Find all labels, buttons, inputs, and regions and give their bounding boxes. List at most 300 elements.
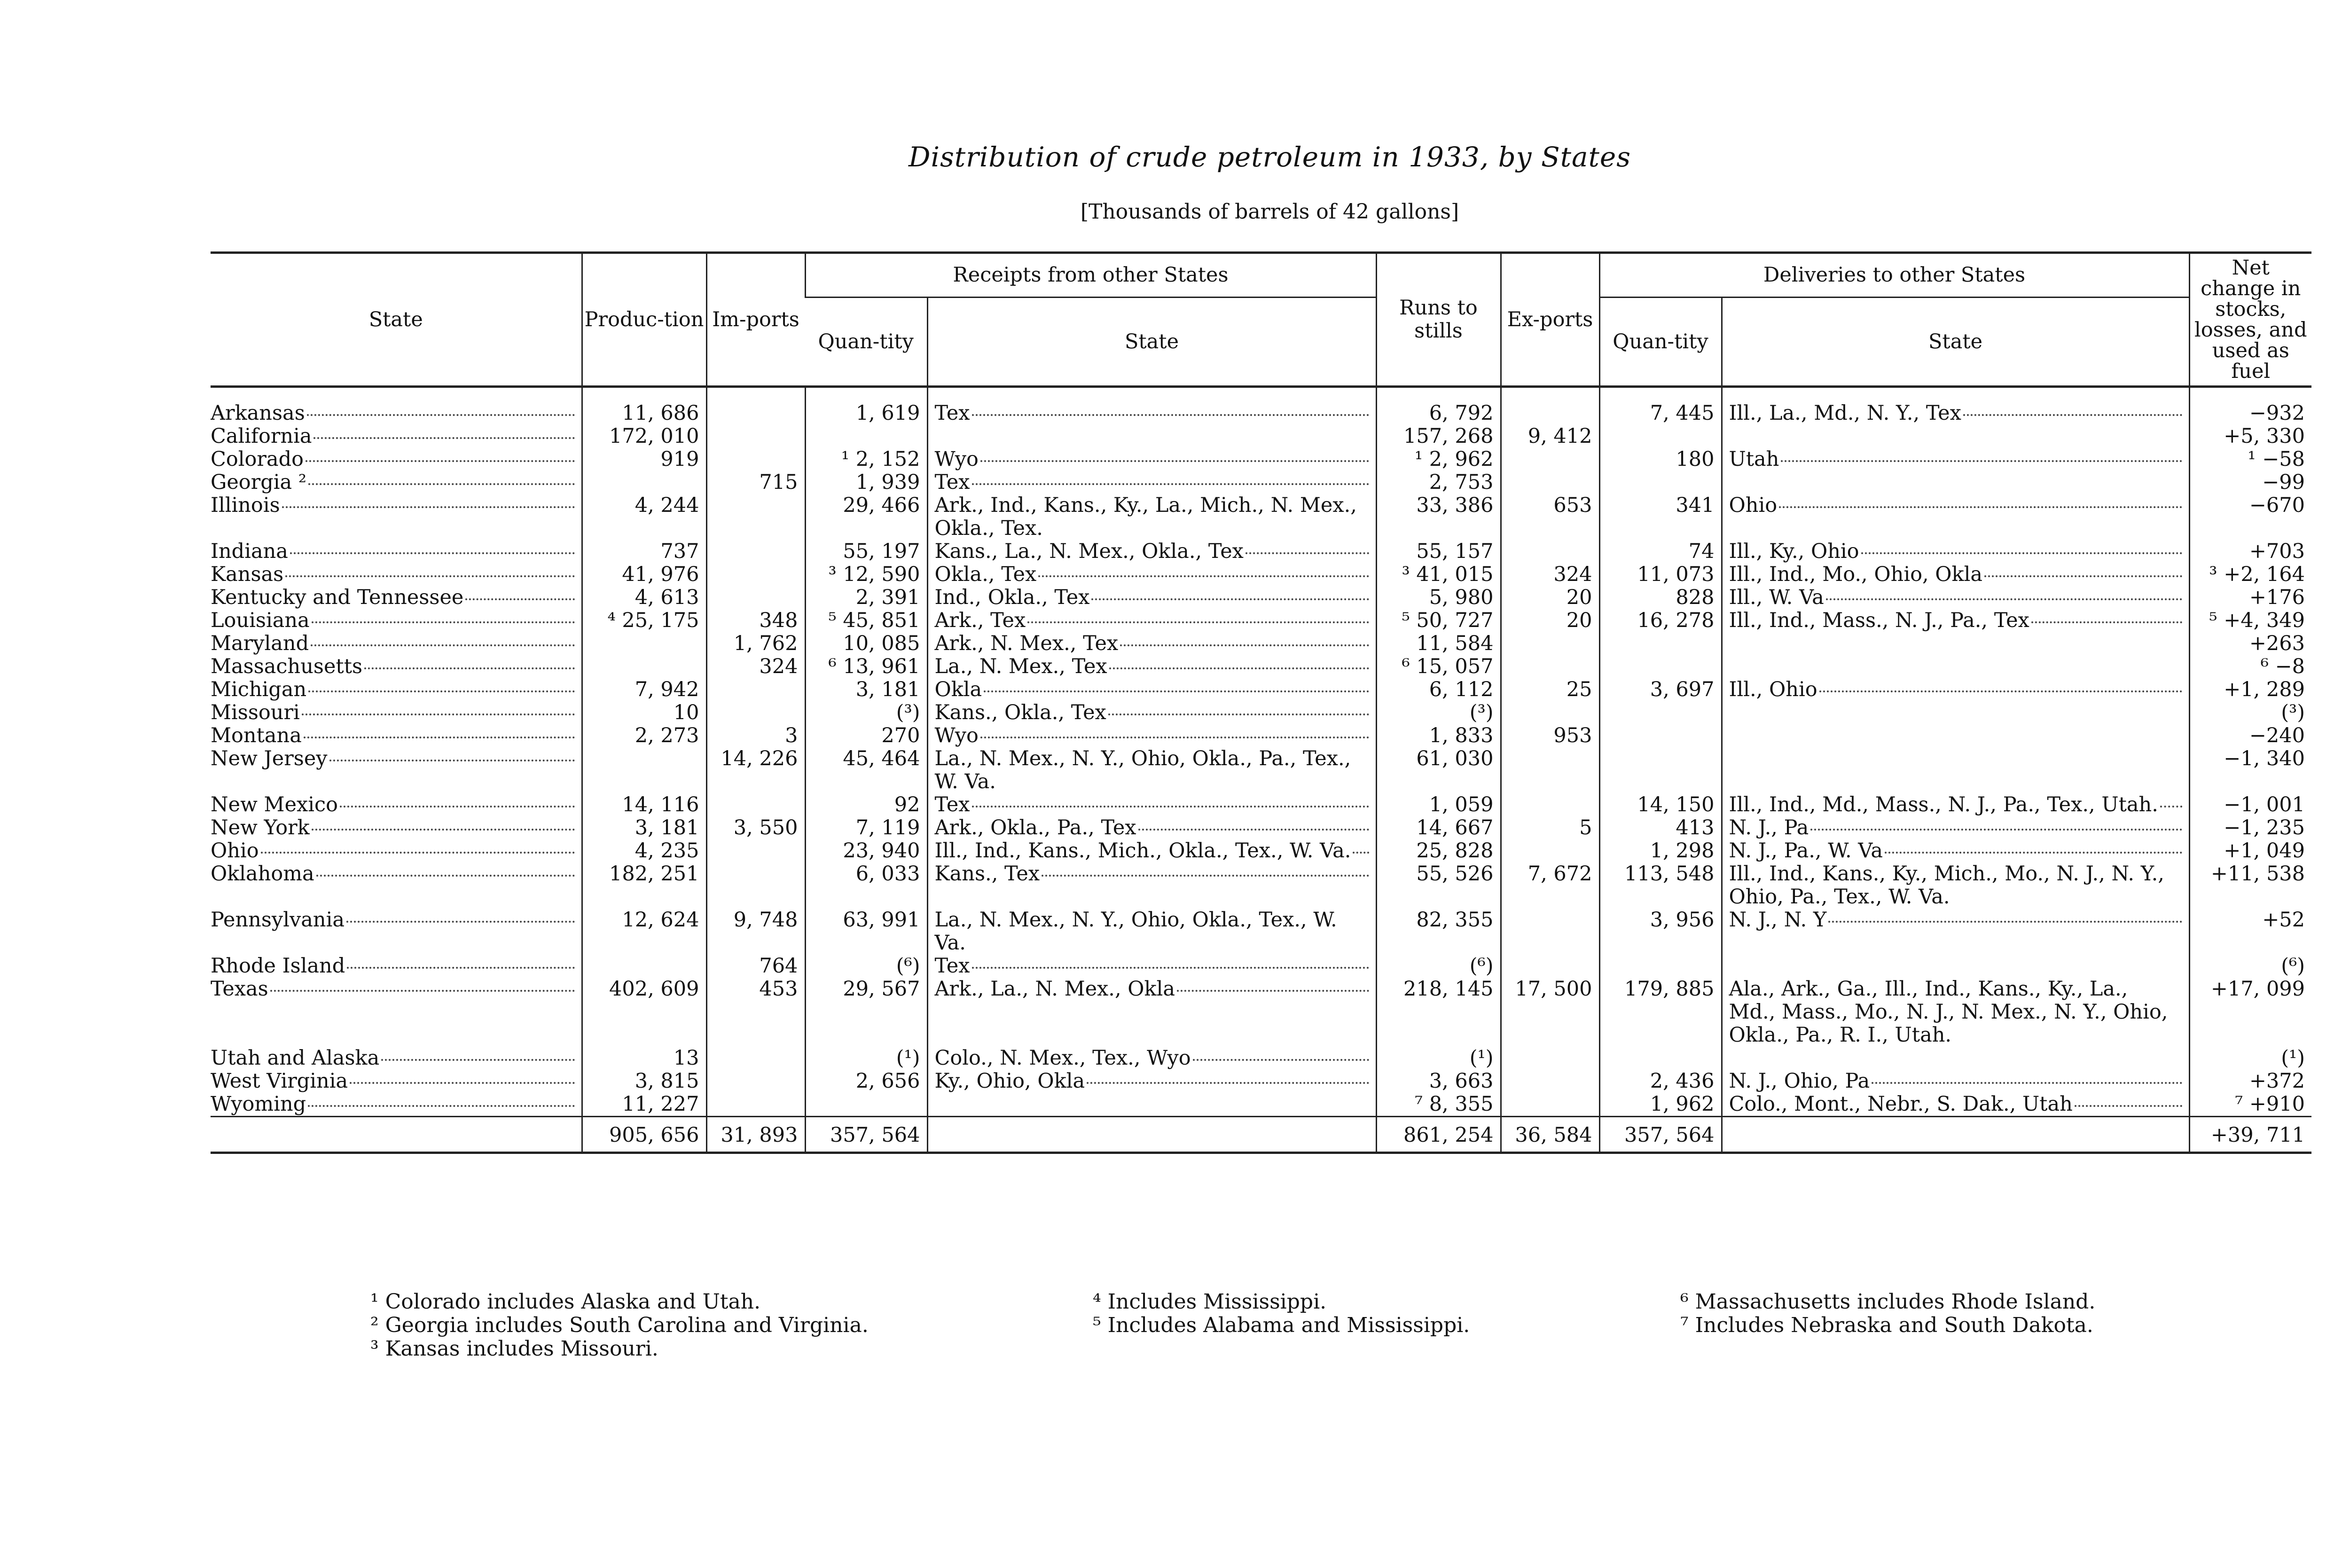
production-cell: [582, 955, 706, 978]
receipts-states-cell-text: Ark., Tex: [934, 609, 1026, 632]
dot-leader: [972, 483, 1369, 485]
receipts-quantity-cell: 23, 940: [805, 839, 927, 862]
dot-leader: [290, 552, 575, 554]
dot-leader: [350, 1082, 574, 1084]
receipts-quantity-cell: ³ 12, 590: [805, 563, 927, 586]
header-deliveries-state: State: [1722, 298, 2189, 387]
deliveries-quantity-cell: [1599, 632, 1722, 655]
dot-leader: [329, 760, 575, 761]
receipts-quantity-cell: 6, 033: [805, 862, 927, 909]
receipts-states-cell-text: Ill., Ind., Kans., Mich., Okla., Tex., W. Va.: [934, 839, 1351, 862]
runs-cell: 6, 792: [1376, 387, 1501, 425]
runs-cell: 55, 526: [1376, 862, 1501, 909]
receipts-states-cell: [927, 793, 1376, 816]
exports-cell: 20: [1501, 609, 1599, 632]
state-cell: [211, 1093, 582, 1117]
net-change-cell: −1, 235: [2189, 816, 2311, 839]
state-cell-text: Montana: [211, 724, 302, 747]
state-cell-text: Texas: [211, 978, 268, 1001]
deliveries-quantity-cell: [1599, 747, 1722, 793]
receipts-states-cell: [927, 909, 1376, 955]
exports-cell: 9, 412: [1501, 425, 1599, 448]
table-row: [211, 862, 2311, 909]
receipts-states-cell-text: Ark., La., N. Mex., Okla: [934, 978, 1175, 1001]
production-cell: 919: [582, 448, 706, 471]
deliveries-quantity-cell: [1599, 701, 1722, 724]
deliveries-states-cell: [1722, 909, 2189, 955]
dot-leader: [304, 737, 575, 738]
runs-cell: 55, 157: [1376, 540, 1501, 563]
runs-cell: ¹ 2, 962: [1376, 448, 1501, 471]
footnote-2: ² Georgia includes South Carolina and Virginia.: [370, 1313, 869, 1337]
imports-cell: [706, 1070, 805, 1093]
state-cell-text: Oklahoma: [211, 862, 314, 886]
header-receipts-quantity: Quan-tity: [805, 298, 927, 387]
dot-leader: [306, 460, 574, 462]
dot-leader: [340, 806, 575, 808]
state-cell-text: Pennsylvania: [211, 909, 345, 932]
table-row: [211, 1093, 2311, 1117]
receipts-states-cell-text: Wyo: [934, 448, 979, 471]
runs-cell: 6, 112: [1376, 678, 1501, 701]
receipts-quantity-cell: 29, 567: [805, 978, 927, 1047]
deliveries-states-cell-text: Ill., Ohio: [1729, 678, 1817, 701]
dot-leader: [2160, 806, 2182, 808]
exports-cell: 20: [1501, 586, 1599, 609]
receipts-quantity-cell: 3, 181: [805, 678, 927, 701]
net-change-cell: +52: [2189, 909, 2311, 955]
exports-cell: 5: [1501, 816, 1599, 839]
runs-cell: 11, 584: [1376, 632, 1501, 655]
deliveries-quantity-cell: 3, 956: [1599, 909, 1722, 955]
total-receipts-quantity-cell: 357, 564: [805, 1117, 927, 1153]
deliveries-states-cell: [1722, 632, 2189, 655]
receipts-states-cell: [927, 747, 1376, 793]
table-row: [211, 955, 2311, 978]
deliveries-quantity-cell: [1599, 955, 1722, 978]
receipts-states-cell: [927, 1093, 1376, 1117]
runs-cell: 2, 753: [1376, 471, 1501, 494]
dot-leader: [1177, 990, 1369, 992]
header-net-change: Net change in stocks, losses, and used as fuel: [2189, 253, 2311, 387]
receipts-states-cell-text: Tex: [934, 401, 970, 425]
footnote-7: ⁷ Includes Nebraska and South Dakota.: [1680, 1313, 2093, 1337]
receipts-states-cell-text: La., N. Mex., N. Y., Ohio, Okla., Pa., Tex., W. Va.: [935, 747, 1367, 793]
state-cell: [211, 978, 582, 1047]
deliveries-quantity-cell: 14, 150: [1599, 793, 1722, 816]
deliveries-quantity-cell: 1, 298: [1599, 839, 1722, 862]
net-change-cell: +372: [2189, 1070, 2311, 1093]
receipts-states-cell: [927, 701, 1376, 724]
state-cell-text: Georgia ²: [211, 471, 307, 494]
receipts-states-cell-text: Ark., Okla., Pa., Tex: [934, 816, 1136, 839]
runs-cell: 14, 667: [1376, 816, 1501, 839]
imports-cell: [706, 701, 805, 724]
imports-cell: 715: [706, 471, 805, 494]
deliveries-quantity-cell: 16, 278: [1599, 609, 1722, 632]
net-change-cell: (³): [2189, 701, 2311, 724]
dot-leader: [316, 875, 575, 877]
production-cell: 12, 624: [582, 909, 706, 955]
receipts-states-cell: [927, 978, 1376, 1047]
footnote-3: ³ Kansas includes Missouri.: [370, 1337, 658, 1361]
state-cell: [211, 586, 582, 609]
dot-leader: [364, 667, 574, 669]
table-row: [211, 632, 2311, 655]
receipts-quantity-cell: 2, 391: [805, 586, 927, 609]
deliveries-states-cell-text: N. J., Ohio, Pa: [1729, 1070, 1870, 1093]
footnote-6: ⁶ Massachusetts includes Rhode Island.: [1680, 1290, 2096, 1314]
exports-cell: [1501, 839, 1599, 862]
table-row: [211, 471, 2311, 494]
distribution-table: [211, 251, 2311, 1154]
receipts-quantity-cell: 1, 939: [805, 471, 927, 494]
dot-leader: [1027, 621, 1369, 623]
receipts-states-cell-text: Ark., N. Mex., Tex: [934, 632, 1119, 655]
runs-cell: 5, 980: [1376, 586, 1501, 609]
state-cell-text: Utah and Alaska: [211, 1047, 380, 1070]
footnotes-col-1: [370, 1290, 869, 1361]
production-cell: 182, 251: [582, 862, 706, 909]
deliveries-states-cell-text: Ill., Ind., Md., Mass., N. J., Pa., Tex., Utah.: [1729, 793, 2158, 816]
table-row: [211, 978, 2311, 1047]
imports-cell: 3, 550: [706, 816, 805, 839]
imports-cell: [706, 425, 805, 448]
state-cell-text: Maryland: [211, 632, 309, 655]
production-cell: 14, 116: [582, 793, 706, 816]
receipts-quantity-cell: (³): [805, 701, 927, 724]
deliveries-states-cell: [1722, 862, 2189, 909]
table-row: [211, 563, 2311, 586]
total-production-cell: 905, 656: [582, 1117, 706, 1153]
production-cell: 7, 942: [582, 678, 706, 701]
table-row: [211, 448, 2311, 471]
net-change-cell: ⁷ +910: [2189, 1093, 2311, 1117]
dot-leader: [261, 852, 575, 854]
deliveries-states-cell: [1722, 540, 2189, 563]
deliveries-states-cell-text: Ill., W. Va: [1729, 586, 1824, 609]
dot-leader: [1779, 506, 2182, 508]
deliveries-states-cell: [1722, 701, 2189, 724]
net-change-cell: −99: [2189, 471, 2311, 494]
deliveries-quantity-cell: [1599, 471, 1722, 494]
net-change-cell: +17, 099: [2189, 978, 2311, 1047]
dot-leader: [1042, 875, 1369, 877]
dot-leader: [1826, 598, 2182, 600]
header-deliveries-quantity: Quan-tity: [1599, 298, 1722, 387]
deliveries-quantity-cell: 828: [1599, 586, 1722, 609]
deliveries-states-cell: [1722, 655, 2189, 678]
production-cell: 3, 181: [582, 816, 706, 839]
deliveries-quantity-cell: 11, 073: [1599, 563, 1722, 586]
receipts-quantity-cell: ⁶ 13, 961: [805, 655, 927, 678]
receipts-states-cell: [927, 448, 1376, 471]
dot-leader: [465, 598, 574, 600]
deliveries-states-cell: [1722, 609, 2189, 632]
footnote-4: ⁴ Includes Mississippi.: [1093, 1290, 1327, 1314]
total-imports-cell: 31, 893: [706, 1117, 805, 1153]
receipts-states-cell: [927, 632, 1376, 655]
net-change-cell: (⁶): [2189, 955, 2311, 978]
runs-cell: 1, 059: [1376, 793, 1501, 816]
dot-leader: [313, 437, 574, 439]
receipts-states-cell: [927, 862, 1376, 909]
deliveries-states-cell: [1722, 839, 2189, 862]
receipts-states-cell-text: Kans., La., N. Mex., Okla., Tex: [934, 540, 1244, 563]
state-cell-text: Arkansas: [211, 401, 305, 425]
deliveries-states-cell: [1722, 494, 2189, 540]
dot-leader: [2031, 621, 2182, 623]
receipts-states-cell: [927, 678, 1376, 701]
dot-leader: [1810, 829, 2182, 831]
net-change-cell: −670: [2189, 494, 2311, 540]
total-net-change-cell: +39, 711: [2189, 1117, 2311, 1153]
receipts-quantity-cell: (¹): [805, 1047, 927, 1070]
total-receipts-states-cell: [927, 1117, 1376, 1153]
footnote-5: ⁵ Includes Alabama and Mississippi.: [1093, 1313, 1470, 1337]
state-cell-text: New York: [211, 816, 310, 839]
net-change-cell: +11, 538: [2189, 862, 2311, 909]
dot-leader: [346, 921, 575, 923]
dot-leader: [1246, 552, 1369, 554]
state-cell-text: Wyoming: [211, 1093, 306, 1116]
receipts-states-cell-text: Okla., Tex: [934, 563, 1037, 586]
deliveries-quantity-cell: [1599, 1047, 1722, 1070]
runs-cell: 157, 268: [1376, 425, 1501, 448]
deliveries-quantity-cell: 341: [1599, 494, 1722, 540]
total-runs-cell: 861, 254: [1376, 1117, 1501, 1153]
dot-leader: [308, 1105, 574, 1107]
state-cell-text: Michigan: [211, 678, 307, 701]
deliveries-quantity-cell: 180: [1599, 448, 1722, 471]
runs-cell: (³): [1376, 701, 1501, 724]
net-change-cell: +5, 330: [2189, 425, 2311, 448]
state-cell: [211, 609, 582, 632]
state-cell: [211, 724, 582, 747]
receipts-states-cell: [927, 387, 1376, 425]
imports-cell: 453: [706, 978, 805, 1047]
footnote-1: ¹ Colorado includes Alaska and Utah.: [370, 1290, 761, 1314]
net-change-cell: ⁶ −8: [2189, 655, 2311, 678]
dot-leader: [1781, 460, 2182, 462]
imports-cell: [706, 494, 805, 540]
deliveries-states-cell: [1722, 955, 2189, 978]
imports-cell: [706, 586, 805, 609]
dot-leader: [984, 690, 1369, 692]
table-row: [211, 839, 2311, 862]
deliveries-quantity-cell: [1599, 655, 1722, 678]
footnotes-col-2: [1093, 1290, 1470, 1337]
deliveries-quantity-cell: [1599, 724, 1722, 747]
receipts-states-cell-text: Ark., Ind., Kans., Ky., La., Mich., N. Mex., Okla., Tex.: [935, 494, 1367, 540]
receipts-quantity-cell: 63, 991: [805, 909, 927, 955]
state-cell: [211, 387, 582, 425]
receipts-quantity-cell: 92: [805, 793, 927, 816]
receipts-states-cell-text: Okla: [934, 678, 982, 701]
dot-leader: [1828, 921, 2182, 923]
table-row: [211, 540, 2311, 563]
dot-leader: [302, 713, 575, 715]
state-cell: [211, 494, 582, 540]
table-row: [211, 724, 2311, 747]
header-receipts-state: State: [927, 298, 1376, 387]
deliveries-states-cell-text: Ill., Ind., Mo., Ohio, Okla: [1729, 563, 1982, 586]
state-cell: [211, 471, 582, 494]
receipts-states-cell: [927, 1070, 1376, 1093]
production-cell: 41, 976: [582, 563, 706, 586]
deliveries-states-cell-text: Ohio: [1729, 494, 1778, 517]
net-change-cell: ¹ −58: [2189, 448, 2311, 471]
runs-cell: 25, 828: [1376, 839, 1501, 862]
dot-leader: [1819, 690, 2182, 692]
production-cell: 4, 235: [582, 839, 706, 862]
receipts-states-cell: [927, 816, 1376, 839]
dot-leader: [1984, 575, 2182, 577]
exports-cell: [1501, 540, 1599, 563]
header-exports: Ex-ports: [1501, 253, 1599, 387]
imports-cell: [706, 678, 805, 701]
table-row: [211, 816, 2311, 839]
imports-cell: [706, 563, 805, 586]
receipts-quantity-cell: 2, 656: [805, 1070, 927, 1093]
table-row: [211, 793, 2311, 816]
dot-leader: [972, 806, 1369, 808]
net-change-cell: ³ +2, 164: [2189, 563, 2311, 586]
exports-cell: 25: [1501, 678, 1599, 701]
dot-leader: [1353, 852, 1369, 854]
net-change-cell: +703: [2189, 540, 2311, 563]
production-cell: 13: [582, 1047, 706, 1070]
receipts-states-cell: [927, 540, 1376, 563]
total-deliveries-quantity-cell: 357, 564: [1599, 1117, 1722, 1153]
deliveries-quantity-cell: [1599, 425, 1722, 448]
state-cell: [211, 701, 582, 724]
state-cell: [211, 632, 582, 655]
dot-leader: [312, 621, 575, 623]
deliveries-states-cell-text: Ill., Ind., Mass., N. J., Pa., Tex: [1729, 609, 2029, 632]
receipts-states-cell: [927, 724, 1376, 747]
dot-leader: [1963, 414, 2182, 416]
deliveries-states-cell-text: Utah: [1729, 448, 1779, 471]
receipts-quantity-cell: (⁶): [805, 955, 927, 978]
imports-cell: 9, 748: [706, 909, 805, 955]
deliveries-quantity-cell: 3, 697: [1599, 678, 1722, 701]
receipts-states-cell: [927, 471, 1376, 494]
deliveries-states-cell: [1722, 816, 2189, 839]
runs-cell: (¹): [1376, 1047, 1501, 1070]
state-cell-text: Missouri: [211, 701, 300, 724]
receipts-states-cell: [927, 494, 1376, 540]
receipts-states-cell-text: La., N. Mex., Tex: [934, 655, 1107, 678]
net-change-cell: +263: [2189, 632, 2311, 655]
production-cell: 2, 273: [582, 724, 706, 747]
deliveries-states-cell: [1722, 978, 2189, 1047]
receipts-states-cell: [927, 586, 1376, 609]
imports-cell: [706, 448, 805, 471]
dot-leader: [980, 737, 1369, 738]
runs-cell: 3, 663: [1376, 1070, 1501, 1093]
state-cell: [211, 862, 582, 909]
state-cell-text: Ohio: [211, 839, 259, 862]
exports-cell: [1501, 747, 1599, 793]
receipts-quantity-cell: 45, 464: [805, 747, 927, 793]
receipts-quantity-cell: 270: [805, 724, 927, 747]
deliveries-states-cell: [1722, 724, 2189, 747]
receipts-quantity-cell: 7, 119: [805, 816, 927, 839]
state-cell-text: Massachusetts: [211, 655, 363, 678]
net-change-cell: −932: [2189, 387, 2311, 425]
imports-cell: [706, 1047, 805, 1070]
runs-cell: 61, 030: [1376, 747, 1501, 793]
deliveries-states-cell: [1722, 586, 2189, 609]
state-cell: [211, 678, 582, 701]
dot-leader: [308, 483, 574, 485]
deliveries-states-cell: [1722, 1070, 2189, 1093]
dot-leader: [1138, 829, 1369, 831]
exports-cell: [1501, 701, 1599, 724]
deliveries-quantity-cell: 113, 548: [1599, 862, 1722, 909]
receipts-states-cell-text: Ind., Okla., Tex: [934, 586, 1090, 609]
imports-cell: [706, 862, 805, 909]
state-cell: [211, 1070, 582, 1093]
deliveries-states-cell: [1722, 563, 2189, 586]
imports-cell: 764: [706, 955, 805, 978]
state-cell: [211, 793, 582, 816]
receipts-quantity-cell: [805, 425, 927, 448]
deliveries-states-cell: [1722, 1047, 2189, 1070]
production-cell: 3, 815: [582, 1070, 706, 1093]
dot-leader: [1109, 667, 1369, 669]
dot-leader: [308, 690, 574, 692]
table-row: [211, 425, 2311, 448]
dot-leader: [1885, 852, 2182, 854]
dot-leader: [1038, 575, 1369, 577]
exports-cell: [1501, 448, 1599, 471]
exports-cell: [1501, 1047, 1599, 1070]
total-deliveries-states-cell: [1722, 1117, 2189, 1153]
state-cell: [211, 425, 582, 448]
state-cell-text: New Mexico: [211, 793, 338, 816]
state-cell: [211, 816, 582, 839]
imports-cell: [706, 540, 805, 563]
table-row: [211, 1070, 2311, 1093]
state-cell-text: Illinois: [211, 494, 280, 517]
receipts-quantity-cell: ¹ 2, 152: [805, 448, 927, 471]
dot-leader: [1091, 598, 1369, 600]
deliveries-states-cell-text: N. J., N. Y: [1729, 909, 1827, 932]
header-runs: Runs to stills: [1376, 253, 1501, 387]
dot-leader: [980, 460, 1369, 462]
dot-leader: [1193, 1059, 1369, 1061]
net-change-cell: −1, 001: [2189, 793, 2311, 816]
exports-cell: 17, 500: [1501, 978, 1599, 1047]
deliveries-states-cell: [1722, 678, 2189, 701]
table-row: [211, 609, 2311, 632]
table-row: [211, 701, 2311, 724]
exports-cell: [1501, 793, 1599, 816]
dot-leader: [972, 967, 1369, 969]
deliveries-states-cell-text: Ill., Ind., Kans., Ky., Mich., Mo., N. J., N. Y., Ohio, Pa., Tex., W. Va.: [1729, 862, 2180, 909]
imports-cell: 324: [706, 655, 805, 678]
exports-cell: 7, 672: [1501, 862, 1599, 909]
state-cell-text: Indiana: [211, 540, 288, 563]
net-change-cell: +1, 049: [2189, 839, 2311, 862]
state-cell: [211, 448, 582, 471]
receipts-states-cell-text: Tex: [934, 793, 970, 816]
dot-leader: [2075, 1105, 2182, 1107]
exports-cell: [1501, 1093, 1599, 1117]
receipts-states-cell-text: La., N. Mex., N. Y., Ohio, Okla., Tex., W. Va.: [935, 909, 1367, 955]
